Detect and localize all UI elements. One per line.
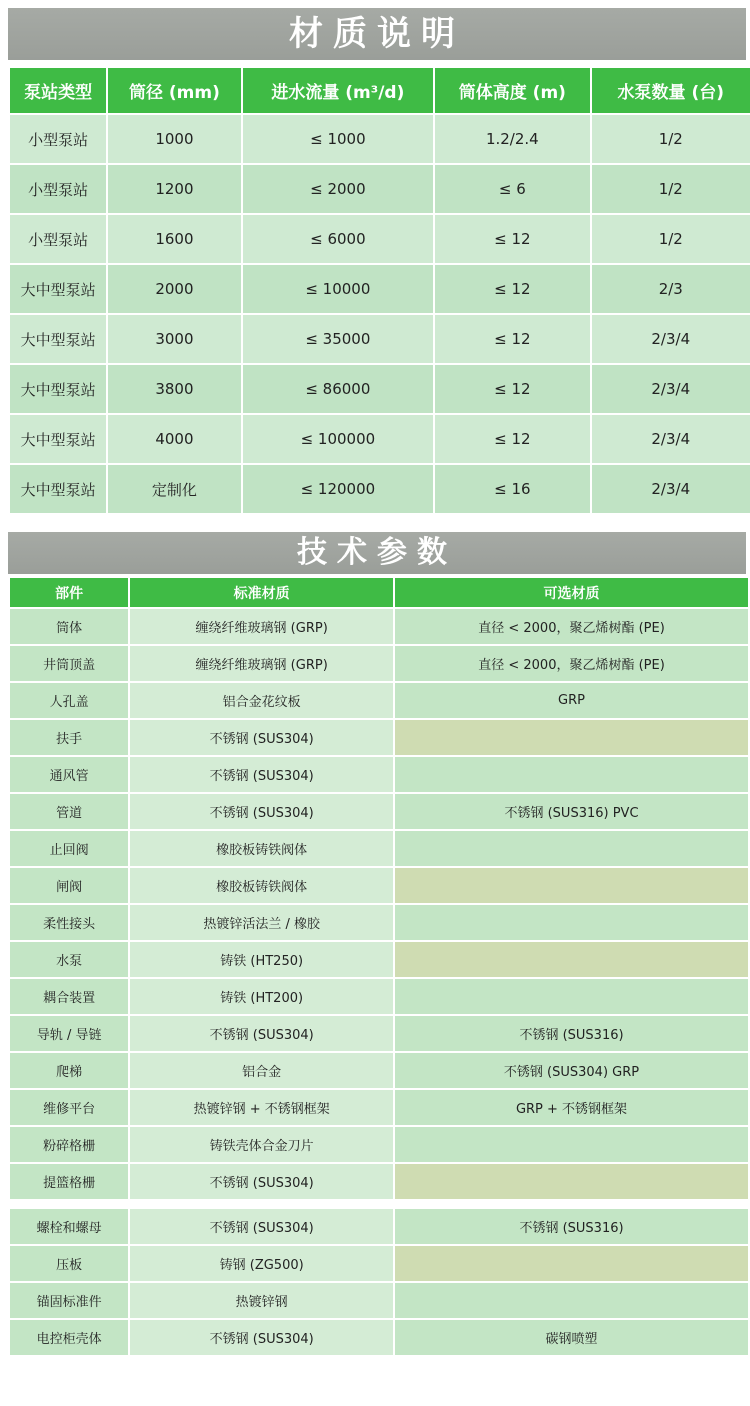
station-type-cell: 大中型泵站	[10, 365, 106, 413]
part-cell: 筒体	[10, 609, 128, 644]
standard-material-cell: 不锈钢 (SUS304)	[130, 1209, 393, 1244]
table-row	[10, 1053, 748, 1088]
standard-material-cell: 铸铁 (HT200)	[130, 979, 393, 1014]
table-row	[10, 1283, 748, 1318]
table-row	[10, 831, 748, 866]
optional-material-cell	[395, 720, 748, 755]
optional-material-cell	[395, 868, 748, 903]
table-row	[10, 609, 748, 644]
part-cell: 通风管	[10, 757, 128, 792]
pump-count-cell: 2/3	[592, 265, 750, 313]
table-row	[10, 720, 748, 755]
height-cell: ≤ 12	[435, 215, 589, 263]
optional-material-cell	[395, 905, 748, 940]
section-title-materials: 材质说明	[8, 8, 746, 60]
part-cell: 管道	[10, 794, 128, 829]
table-row	[10, 215, 750, 263]
standard-material-cell: 铝合金	[130, 1053, 393, 1088]
part-cell: 螺栓和螺母	[10, 1209, 128, 1244]
table-row	[10, 794, 748, 829]
part-cell: 锚固标准件	[10, 1283, 128, 1318]
standard-material-cell: 不锈钢 (SUS304)	[130, 794, 393, 829]
table-row	[10, 757, 748, 792]
standard-material-cell: 不锈钢 (SUS304)	[130, 1164, 393, 1199]
station-type-cell: 小型泵站	[10, 165, 106, 213]
header-height: 筒体高度 (m)	[435, 68, 589, 113]
diameter-cell: 1200	[108, 165, 240, 213]
diameter-cell: 定制化	[108, 465, 240, 513]
standard-material-cell: 橡胶板铸铁阀体	[130, 868, 393, 903]
standard-material-cell: 热镀锌钢	[130, 1283, 393, 1318]
pump-count-cell: 2/3/4	[592, 315, 750, 363]
table-row	[10, 1016, 748, 1051]
standard-material-cell: 不锈钢 (SUS304)	[130, 757, 393, 792]
pump-count-cell: 2/3/4	[592, 365, 750, 413]
table-row	[10, 1209, 748, 1244]
part-cell: 粉碎格栅	[10, 1127, 128, 1162]
header-part: 部件	[10, 578, 128, 607]
table-row	[10, 315, 750, 363]
standard-material-cell: 缠绕纤维玻璃钢 (GRP)	[130, 646, 393, 681]
part-cell: 提篮格栅	[10, 1164, 128, 1199]
part-cell: 水泵	[10, 942, 128, 977]
optional-material-cell	[395, 1164, 748, 1199]
table-header-row	[10, 68, 750, 113]
standard-material-cell: 铸铁壳体合金刀片	[130, 1127, 393, 1162]
pump-count-cell: 1/2	[592, 165, 750, 213]
header-pump-count: 水泵数量 (台)	[592, 68, 750, 113]
pump-count-cell: 2/3/4	[592, 415, 750, 463]
optional-material-cell	[395, 757, 748, 792]
part-cell: 止回阀	[10, 831, 128, 866]
optional-material-cell	[395, 942, 748, 977]
optional-material-cell: 直径 < 2000，聚乙烯树酯 (PE)	[395, 646, 748, 681]
station-type-cell: 小型泵站	[10, 215, 106, 263]
table-row	[10, 979, 748, 1014]
standard-material-cell: 橡胶板铸铁阀体	[130, 831, 393, 866]
optional-material-cell: 直径 < 2000，聚乙烯树酯 (PE)	[395, 609, 748, 644]
standard-material-cell: 不锈钢 (SUS304)	[130, 1320, 393, 1355]
inflow-cell: ≤ 10000	[243, 265, 434, 313]
standard-material-cell: 铸铁 (HT250)	[130, 942, 393, 977]
standard-material-cell: 不锈钢 (SUS304)	[130, 720, 393, 755]
standard-material-cell: 铝合金花纹板	[130, 683, 393, 718]
height-cell: ≤ 12	[435, 315, 589, 363]
station-type-cell: 大中型泵站	[10, 415, 106, 463]
optional-material-cell	[395, 979, 748, 1014]
tech-params-table	[8, 576, 750, 1357]
table-row	[10, 905, 748, 940]
row-spacer	[10, 1201, 748, 1207]
part-cell: 爬梯	[10, 1053, 128, 1088]
diameter-cell: 3800	[108, 365, 240, 413]
height-cell: ≤ 12	[435, 365, 589, 413]
section-title-tech-params: 技术参数	[8, 532, 746, 574]
part-cell: 导轨 / 导链	[10, 1016, 128, 1051]
standard-material-cell: 热镀锌钢 + 不锈钢框架	[130, 1090, 393, 1125]
standard-material-cell: 热镀锌活法兰 / 橡胶	[130, 905, 393, 940]
table-row	[10, 646, 748, 681]
table-row	[10, 868, 748, 903]
height-cell: ≤ 6	[435, 165, 589, 213]
inflow-cell: ≤ 86000	[243, 365, 434, 413]
standard-material-cell: 缠绕纤维玻璃钢 (GRP)	[130, 609, 393, 644]
optional-material-cell: GRP	[395, 683, 748, 718]
diameter-cell: 1000	[108, 115, 240, 163]
part-cell: 扶手	[10, 720, 128, 755]
optional-material-cell	[395, 831, 748, 866]
station-type-cell: 大中型泵站	[10, 315, 106, 363]
height-cell: ≤ 16	[435, 465, 589, 513]
header-optional-material: 可选材质	[395, 578, 748, 607]
inflow-cell: ≤ 6000	[243, 215, 434, 263]
height-cell: ≤ 12	[435, 415, 589, 463]
header-standard-material: 标准材质	[130, 578, 393, 607]
optional-material-cell: 碳钢喷塑	[395, 1320, 748, 1355]
optional-material-cell: 不锈钢 (SUS316)	[395, 1209, 748, 1244]
diameter-cell: 2000	[108, 265, 240, 313]
height-cell: 1.2/2.4	[435, 115, 589, 163]
inflow-cell: ≤ 35000	[243, 315, 434, 363]
part-cell: 人孔盖	[10, 683, 128, 718]
table-row	[10, 683, 748, 718]
optional-material-cell: GRP + 不锈钢框架	[395, 1090, 748, 1125]
pump-count-cell: 1/2	[592, 115, 750, 163]
part-cell: 维修平台	[10, 1090, 128, 1125]
materials-table	[8, 66, 750, 515]
part-cell: 井筒顶盖	[10, 646, 128, 681]
table-row	[10, 1164, 748, 1199]
table-row	[10, 1127, 748, 1162]
header-inflow: 进水流量 (m³/d)	[243, 68, 434, 113]
diameter-cell: 3000	[108, 315, 240, 363]
optional-material-cell	[395, 1283, 748, 1318]
part-cell: 耦合装置	[10, 979, 128, 1014]
table-row	[10, 115, 750, 163]
table-row	[10, 465, 750, 513]
row-spacer-cell	[10, 1201, 748, 1207]
part-cell: 电控柜壳体	[10, 1320, 128, 1355]
station-type-cell: 小型泵站	[10, 115, 106, 163]
diameter-cell: 1600	[108, 215, 240, 263]
inflow-cell: ≤ 120000	[243, 465, 434, 513]
standard-material-cell: 不锈钢 (SUS304)	[130, 1016, 393, 1051]
station-type-cell: 大中型泵站	[10, 465, 106, 513]
table-row	[10, 1090, 748, 1125]
standard-material-cell: 铸钢 (ZG500)	[130, 1246, 393, 1281]
table-row	[10, 1320, 748, 1355]
part-cell: 柔性接头	[10, 905, 128, 940]
optional-material-cell	[395, 1127, 748, 1162]
table-header-row	[10, 578, 748, 607]
height-cell: ≤ 12	[435, 265, 589, 313]
table-row	[10, 942, 748, 977]
table-row	[10, 265, 750, 313]
pump-count-cell: 1/2	[592, 215, 750, 263]
header-station-type: 泵站类型	[10, 68, 106, 113]
table-row	[10, 365, 750, 413]
diameter-cell: 4000	[108, 415, 240, 463]
inflow-cell: ≤ 1000	[243, 115, 434, 163]
optional-material-cell	[395, 1246, 748, 1281]
optional-material-cell: 不锈钢 (SUS316)	[395, 1016, 748, 1051]
inflow-cell: ≤ 2000	[243, 165, 434, 213]
optional-material-cell: 不锈钢 (SUS316) PVC	[395, 794, 748, 829]
header-diameter: 筒径 (mm)	[108, 68, 240, 113]
table-row	[10, 1246, 748, 1281]
inflow-cell: ≤ 100000	[243, 415, 434, 463]
optional-material-cell: 不锈钢 (SUS304) GRP	[395, 1053, 748, 1088]
part-cell: 压板	[10, 1246, 128, 1281]
part-cell: 闸阀	[10, 868, 128, 903]
table-row	[10, 165, 750, 213]
table-row	[10, 415, 750, 463]
station-type-cell: 大中型泵站	[10, 265, 106, 313]
pump-count-cell: 2/3/4	[592, 465, 750, 513]
